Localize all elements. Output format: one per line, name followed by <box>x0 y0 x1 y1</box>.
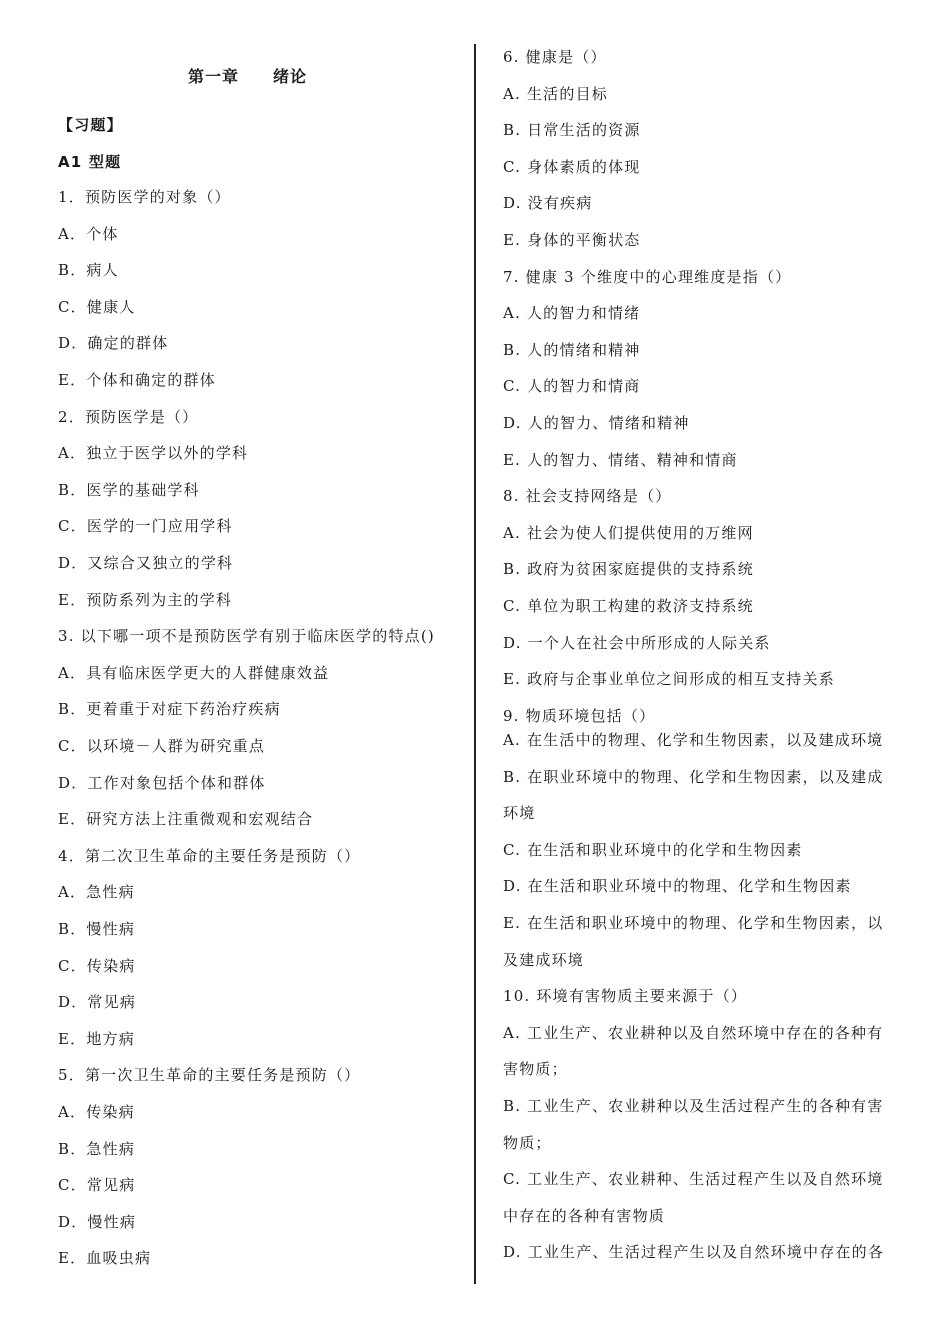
right-line: B. 工业生产、农业耕种以及生活过程产生的各种有害 <box>503 1097 884 1115</box>
left-line: 5．第一次卫生革命的主要任务是预防（） <box>58 1066 361 1085</box>
right-line: C. 在生活和职业环境中的化学和生物因素 <box>503 840 803 859</box>
left-line: 1．预防医学的对象（） <box>58 188 231 206</box>
right-line: E. 身体的平衡状态 <box>503 231 641 249</box>
right-line: E. 人的智力、情绪、精神和情商 <box>503 450 738 469</box>
left-line: D．确定的群体 <box>58 334 169 353</box>
right-line: B. 日常生活的资源 <box>503 121 641 140</box>
right-line: B. 政府为贫困家庭提供的支持系统 <box>503 560 754 579</box>
right-line: D. 一个人在社会中所形成的人际关系 <box>503 633 771 652</box>
left-line: C．传染病 <box>58 956 136 975</box>
left-line: B．病人 <box>58 261 119 280</box>
left-line: A．个体 <box>58 224 119 243</box>
right-line: 8. 社会支持网络是（） <box>503 487 672 506</box>
right-line: B. 人的情绪和精神 <box>503 340 641 359</box>
section-label: 【习题】 <box>58 116 123 134</box>
left-line: B．急性病 <box>58 1139 136 1158</box>
left-line: E．研究方法上注重微观和宏观结合 <box>58 810 314 829</box>
left-line: B．更着重于对症下药治疗疾病 <box>58 700 281 719</box>
left-line: C．健康人 <box>58 297 136 316</box>
right-line: 10. 环境有害物质主要来源于（） <box>503 987 748 1006</box>
left-line: D．又综合又独立的学科 <box>58 554 234 572</box>
column-divider <box>474 44 476 1284</box>
right-line: 及建成环境 <box>503 950 585 969</box>
left-line: B．慢性病 <box>58 920 136 938</box>
right-line: 物质； <box>503 1133 552 1152</box>
right-line: D. 工业生产、生活过程产生以及自然环境中存在的各 <box>503 1243 885 1262</box>
right-line: D. 没有疾病 <box>503 194 593 213</box>
right-line: E. 政府与企事业单位之间形成的相互支持关系 <box>503 670 835 689</box>
left-line: C．常见病 <box>58 1176 136 1195</box>
right-line: C. 单位为职工构建的救济支持系统 <box>503 597 754 615</box>
left-line: B．医学的基础学科 <box>58 480 200 499</box>
right-line: D. 在生活和职业环境中的物理、化学和生物因素 <box>503 877 852 896</box>
left-line: 3. 以下哪一项不是预防医学有别于临床医学的特点() <box>58 627 435 646</box>
left-line: D．慢性病 <box>58 1212 137 1231</box>
right-line: 9. 物质环境包括（） <box>503 706 656 725</box>
left-line: C．以环境－人群为研究重点 <box>58 737 266 755</box>
right-line: C. 工业生产、农业耕种、生活过程产生以及自然环境 <box>503 1170 884 1189</box>
left-line: C．医学的一门应用学科 <box>58 517 233 536</box>
right-line: C. 人的智力和情商 <box>503 377 641 396</box>
right-line: 害物质； <box>503 1060 568 1079</box>
right-line: A. 生活的目标 <box>503 84 608 103</box>
right-line: 7. 健康 3 个维度中的心理维度是指（） <box>503 267 792 286</box>
right-line: B. 在职业环境中的物理、化学和生物因素，以及建成 <box>503 767 884 786</box>
right-line: E. 在生活和职业环境中的物理、化学和生物因素，以 <box>503 914 884 932</box>
chapter-title: 第一章 绪论 <box>188 67 308 86</box>
right-line: A. 工业生产、农业耕种以及自然环境中存在的各种有 <box>503 1023 884 1042</box>
left-line: E．血吸虫病 <box>58 1249 152 1268</box>
left-line: 4．第二次卫生革命的主要任务是预防（） <box>58 846 361 865</box>
left-line: D．常见病 <box>58 993 137 1012</box>
right-line: 6. 健康是（） <box>503 48 607 66</box>
right-line: 环境 <box>503 804 536 823</box>
left-line: D．工作对象包括个体和群体 <box>58 773 266 792</box>
left-line: A．独立于医学以外的学科 <box>58 444 249 463</box>
left-line: A．急性病 <box>58 883 135 902</box>
right-line: D. 人的智力、情绪和精神 <box>503 414 690 432</box>
subsection-label: A1 型题 <box>58 153 122 171</box>
left-line: A．传染病 <box>58 1103 135 1121</box>
left-line: E．个体和确定的群体 <box>58 371 216 389</box>
right-line: A. 社会为使人们提供使用的万维网 <box>503 523 754 542</box>
left-line: E．地方病 <box>58 1029 135 1048</box>
left-line: 2．预防医学是（） <box>58 407 199 426</box>
left-line: E．预防系列为主的学科 <box>58 590 233 609</box>
right-line: A. 人的智力和情绪 <box>503 304 641 323</box>
right-line: C. 身体素质的体现 <box>503 157 641 176</box>
right-line: A. 在生活中的物理、化学和生物因素，以及建成环境 <box>503 731 884 749</box>
right-line: 中存在的各种有害物质 <box>503 1206 666 1225</box>
left-line: A．具有临床医学更大的人群健康效益 <box>58 663 330 682</box>
